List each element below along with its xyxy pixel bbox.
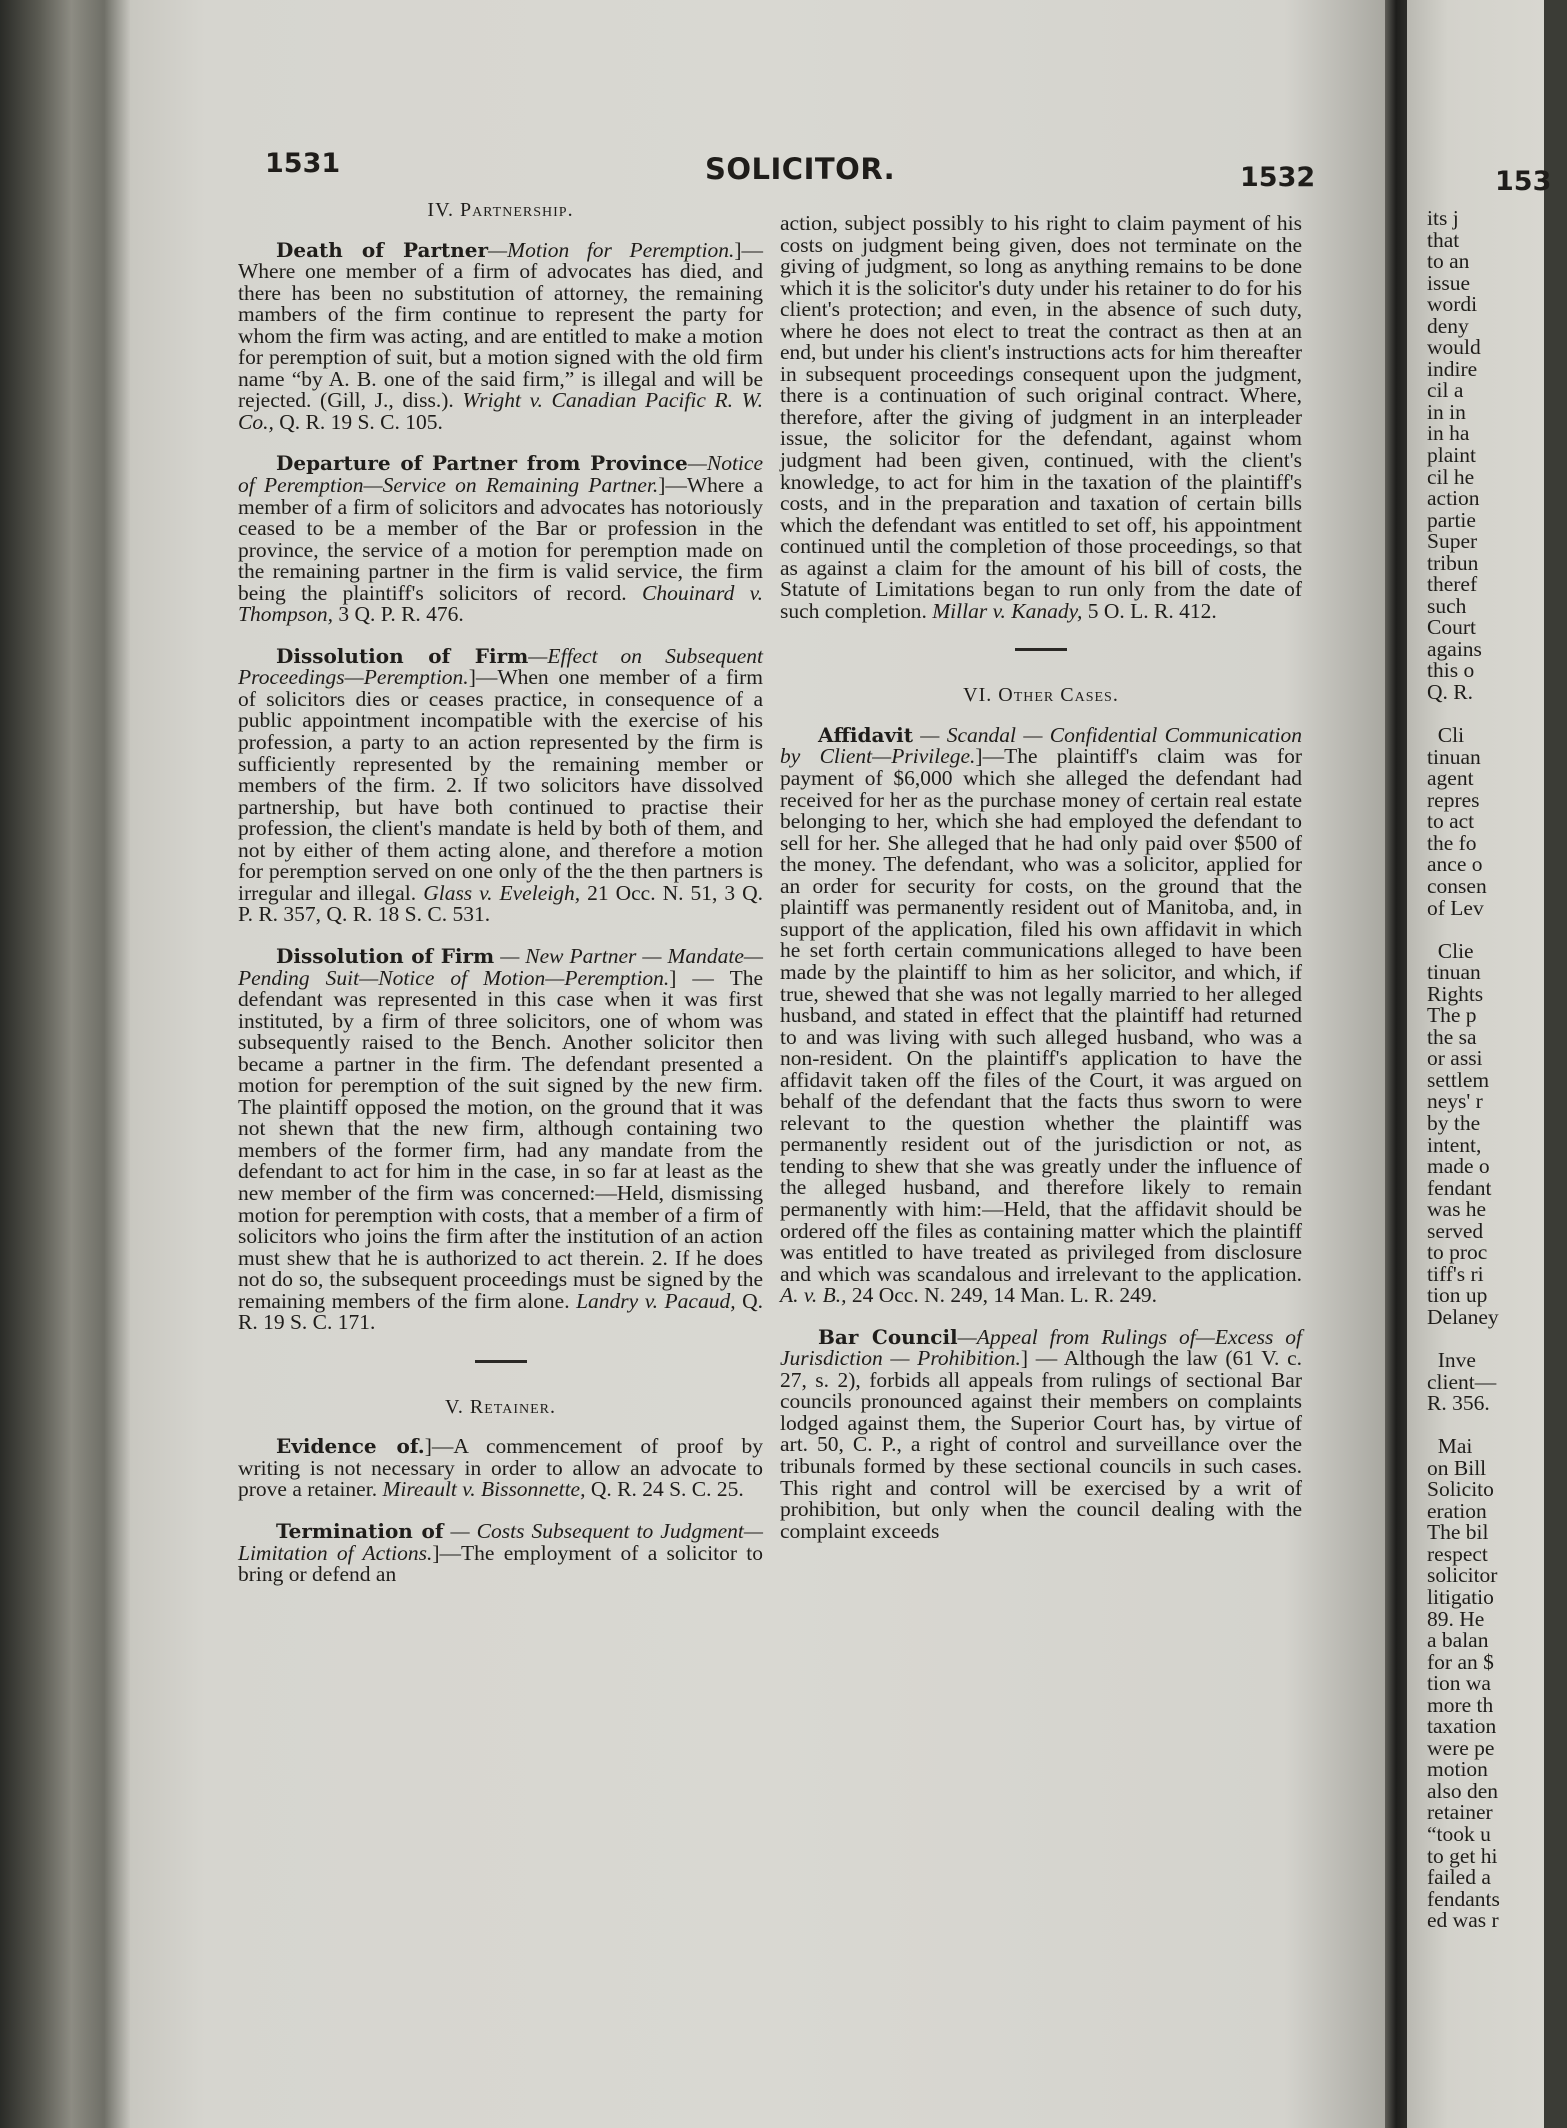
entry-evidence-of [238, 1436, 763, 1501]
section-heading-retainer: V. Retainer. [445, 1395, 556, 1418]
running-head: SOLICITOR. [705, 152, 896, 186]
entry-citation: Chouinard v. Thompson, [238, 580, 763, 627]
entry-subhead: —Motion for Peremption. [488, 237, 735, 262]
entry-subhead: —Effect on Subsequent Proceedings—Peremption. [238, 643, 763, 690]
entry-affidavit [780, 722, 1302, 1308]
entry-continuation [780, 213, 1302, 622]
entry-heading: Evidence of. [276, 1434, 425, 1459]
book-edge-left [0, 0, 130, 2128]
entry-body: ]—A commencement of proof by writing is not necessary in order to allow an advocate to prove a retainer. [238, 1434, 763, 1502]
entry-reporter: 21 Occ. N. 51, 3 Q. P. R. 357, Q. R. 18 S. C. 531. [238, 880, 764, 927]
entry-citation: Millar v. Kanady, [932, 598, 1083, 623]
entry-subhead: —Notice of Peremption—Service on Remaining Partner. [238, 451, 763, 498]
next-page-number: 153 [1495, 166, 1552, 197]
entry-reporter: 24 Occ. N. 249, 14 Man. L. R. 249. [851, 1283, 1157, 1308]
left-column [238, 200, 763, 1606]
entry-body: ]—When one member of a firm of solicitors dies or ceases practice, in consequence of a public appointment incompatible with the exercise of his profession, a party to an action represented by the firm is sufficiently represented by the remaining member or members of the firm. 2. If two solicitors have dissolved partnership, but have both continued to practise their profession, the client's mandate is held by both of them, and not by either of them acting alone, and therefore a motion for peremption served on one only of the the then partners is irregular and illegal. [238, 665, 763, 905]
entry-reporter: 5 O. L. R. 412. [1087, 598, 1217, 623]
entry-reporter: Q. R. 24 S. C. 25. [590, 1477, 744, 1502]
entry-body: ]—The plaintiff's claim was for payment of $6,000 which she alleged the defendant had received for her as the purchase money of certain real estate belonging to her, which she had employed the defendant to sell for her. She alleged that he had only paid over $500 of the money. The defendant, who was a solicitor, applied for an order for security for costs, on the ground that the plaintiff was permanently resident out of Manitoba, and, in support of the application, filed his own affidavit in which he set forth certain communications alleged to have been made by the plaintiff to him as her solicitor, and which, if true, shewed that she was not legally married to her alleged husband, and stated in effect that the plaintiff had returned to and was living with such alleged husband, who was a non-resident. On the plaintiff's application to have the affidavit taken off the files of the Court, it was argued on behalf of the defendant that the facts thus sworn to were relevant to the question whether the plaintiff was permanently resident out of the jurisdiction or not, as tending to shew that she was greatly under the influence of the alleged husband, and therefore likely to remain permanently with him:—Held, that the affidavit should be ordered off the files as containing matter which the plaintiff was entitled to have treated as privileged from disclosure and which was scandalous and irrelevant to the application. [780, 744, 1302, 1286]
entry-subhead: — Costs Subsequent to Judgment—Limitation of Actions. [238, 1518, 763, 1565]
right-page-number: 1532 [1240, 162, 1316, 193]
entry-heading: Termination of [276, 1518, 444, 1543]
entry-bar-council [780, 1324, 1303, 1543]
entry-heading: Bar Council [818, 1324, 958, 1349]
entry-heading: Dissolution of Firm [276, 943, 495, 968]
section-divider [475, 1360, 527, 1363]
entry-heading: Death of Partner [276, 237, 489, 262]
entry-heading: Affidavit [818, 722, 913, 747]
entry-body: ] — The defendant was represented in this case when it was first instituted, by a firm of three solicitors, one of whom was subsequently raised to the Bench. Another solicitor then became a partner in the firm. The defendant presented a motion for peremption of the suit signed by the new firm. The plaintiff opposed the motion, on the ground that it was not shewn that the new firm, although containing two members of the former firm, had any mandate from the defendant to act for him in the case, in so far at least as the new member of the firm was concerned:—Held, dismissing motion for peremption with costs, that a member of a firm of solicitors who joins the firm after the institution of an action must shew that he is authorized to act therein. 2. If he does not do so, the subsequent proceedings must be signed by the remaining members of the firm alone. [238, 965, 763, 1313]
entry-reporter: Q. R. 19 S. C. 171. [238, 1288, 763, 1335]
next-page-text: its j that to an issue wordi deny would indire cil a in in in ha plaint cil he action partie Super tribun theref such Court agains this o Q. R. Cli tinuan agent repres to act the fo ance o consen of Lev Clie tinuan Rights The p the sa or assi settlem neys' r by the intent, made o fendant was he served to proc tiff's ri tion up Delaney Inve client— R. 356. Mai on Bill Solicito eration The bil respect solicitor litigatio 89. He a balan for an $ tion wa more th taxation were pe motion also den retainer “took u to get hi failed a fendants ed was r [1427, 206, 1500, 1933]
entry-body: ]—Where one member of a firm of advocates has died, and there has been no substitution of attorney, the remaining mambers of the firm continue to represent the party for whom the firm was acting, and are entitled to make a motion for peremption of suit, but a motion signed with the old firm name “by A. B. one of the said firm,” is illegal and will be rejected. (Gill, J., diss.). [238, 237, 763, 413]
entry-termination-of [238, 1518, 763, 1587]
section-heading-other-cases: VI. Other Cases. [963, 684, 1119, 707]
entry-citation: Wright v. Canadian Pacific R. W. Co., [238, 388, 763, 434]
right-column [780, 213, 1302, 1562]
entry-heading: Dissolution of Firm [276, 643, 529, 668]
entry-body: ]—Where a member of a firm of solicitors and advocates has notoriously ceased to be a member of the Bar or profession in the province, the service of a motion for peremption made on the remaining partner in the firm is valid service, the firm being the plaintiff's solicitors of record. [238, 473, 763, 605]
left-page-number: 1531 [265, 148, 341, 179]
entry-heading: Departure of Partner from Province [276, 451, 688, 476]
next-page-fragment [1407, 0, 1552, 2128]
book-gutter [1385, 0, 1407, 2128]
entry-subhead: — New Partner — Mandate—Pending Suit—Notice of Motion—Peremption. [238, 943, 763, 990]
entry-citation: Glass v. Eveleigh, [423, 880, 581, 905]
entry-citation: A. v. B., [780, 1283, 847, 1308]
section-divider [1015, 648, 1067, 651]
continuation-body: action, subject possibly to his right to claim payment of his costs on judgment being given, does not terminate on the giving of judgment, so long as anything remains to be done which it is the solicitor's duty under his retainer to do for his client's protection; and even, in the absence of such duty, where he does not elect to treat the contract as then at an end, but under his client's instructions acts for him thereafter in subsequent proceedings consequent upon the judgment, there is a continuation of such original contract. Where, therefore, after the giving of judgment in an interpleader issue, the solicitor for the defendant, against whom judgment had been given, continued, with the client's knowledge, to act for him in the taxation of the plaintiff's costs, and in the preparation and taxation of certain bills which the defendant was entitled to set off, his appointment continued until the completion of those proceedings, so that as against a claim for the amount of his bill of costs, the Statute of Limitations began to run only from the date of such completion. [780, 211, 1302, 623]
entry-departure-of-partner [238, 453, 763, 625]
section-heading-partnership: IV. Partnership. [427, 199, 574, 221]
entry-reporter: 3 Q. P. R. 476. [338, 602, 464, 627]
entry-citation: Mireault v. Bissonnette, [382, 1477, 586, 1502]
entry-subhead: —Appeal from Rulings of—Excess of Jurisdiction — Prohibition. [780, 1324, 1303, 1371]
entry-dissolution-of-firm-1 [238, 643, 764, 927]
entry-body: ]—The employment of a solicitor to bring or defend an [238, 1540, 763, 1587]
entry-death-of-partner [238, 237, 763, 434]
entry-body: ] — Although the law (61 V. c. 27, s. 2), forbids all appeals from rulings of sectional Bar councils pronounced against their members on complaints lodged against them, the Superior Court has, by virtue of art. 50, C. P., a right of control and surveillance over the tribunals formed by these sectional councils in such cases. This right and control will be exercised by a writ of prohibition, but only when the council dealing with the complaint exceeds [780, 1346, 1302, 1543]
entry-reporter: Q. R. 19 S. C. 105. [279, 409, 443, 434]
entry-subhead: — Scandal — Confidential Communication by Client—Privilege. [780, 722, 1302, 769]
entry-dissolution-of-firm-2 [238, 943, 763, 1335]
entry-citation: Landry v. Pacaud, [576, 1288, 736, 1313]
